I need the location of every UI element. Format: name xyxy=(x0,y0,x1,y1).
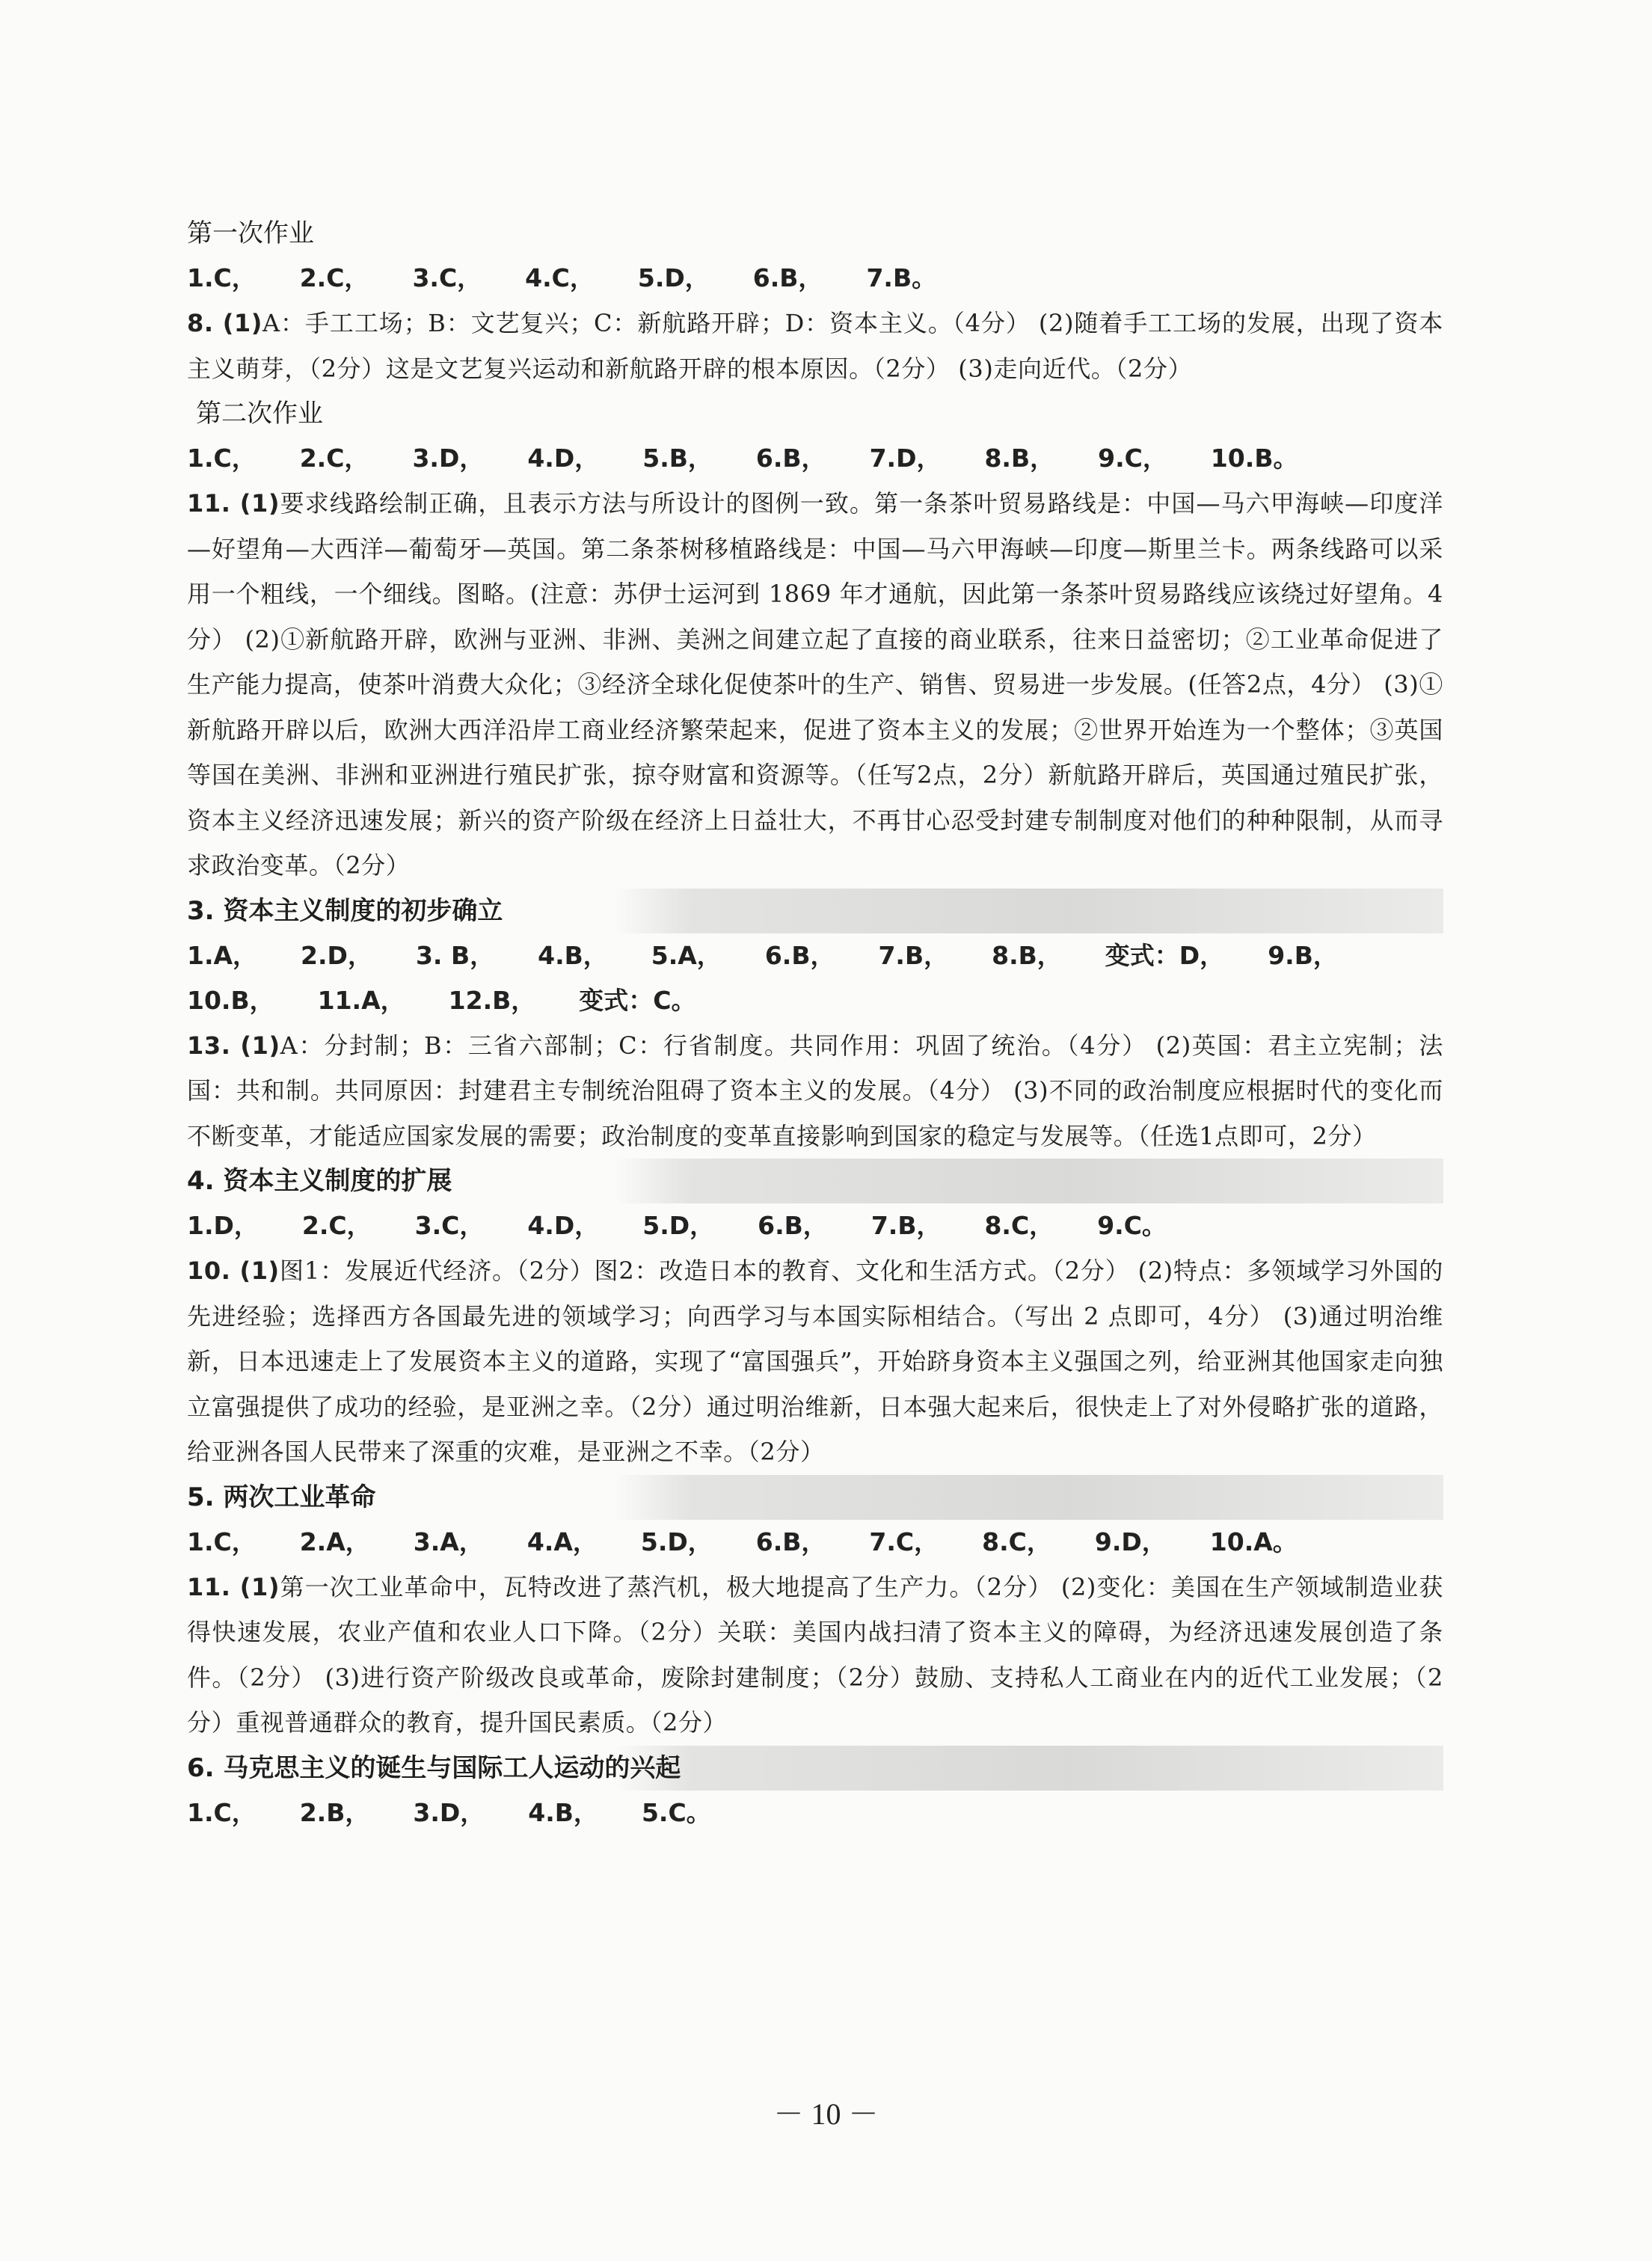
choice-answer xyxy=(412,436,484,481)
answer-letter: A， xyxy=(553,1527,598,1556)
question-number: 7. xyxy=(866,263,893,292)
question-number: 1. xyxy=(187,1211,214,1240)
answer-letter: C。 xyxy=(668,1797,711,1827)
answer-section xyxy=(187,889,1443,1159)
question-number: 1. xyxy=(187,444,214,473)
question-number: 3. xyxy=(412,263,439,292)
choice-answer xyxy=(527,436,599,481)
question-number: 6. xyxy=(752,263,780,292)
question-number: 7. xyxy=(870,1211,898,1240)
question-number: 10. xyxy=(1209,1527,1254,1556)
section-heading: 3. 资本主义制度的初步确立 xyxy=(187,889,1443,933)
answer-letter: B， xyxy=(782,444,826,473)
question-number: 7. xyxy=(878,940,905,970)
question-number: 6. xyxy=(758,1211,784,1240)
choice-answer xyxy=(300,256,369,301)
choice-answer xyxy=(527,1203,599,1248)
choice-answer xyxy=(187,436,257,481)
choice-answer-list xyxy=(187,933,1443,1023)
choice-answer xyxy=(982,1520,1051,1565)
answer-letter: B， xyxy=(564,940,608,970)
question-number: 9. xyxy=(1097,1211,1124,1240)
answer-key-content xyxy=(187,211,1443,1835)
essay-answer xyxy=(187,1248,1443,1475)
answer-letter: D， xyxy=(439,1797,485,1827)
page-number: － 10 － xyxy=(773,2097,879,2131)
question-number: 10. xyxy=(1210,444,1255,473)
choice-answer xyxy=(756,436,826,481)
question-number: 11. (1) xyxy=(187,1572,280,1601)
answer-letter: C， xyxy=(1008,1527,1051,1556)
question-number: 3. xyxy=(413,1527,440,1556)
question-number: 4. xyxy=(538,940,565,970)
answer-letter: B， xyxy=(492,985,536,1015)
choice-answer xyxy=(301,933,372,978)
answer-letter: C， xyxy=(213,263,257,292)
answer-letter: B， xyxy=(554,1797,598,1827)
choice-answer-list xyxy=(187,1203,1443,1248)
essay-answer xyxy=(187,301,1443,391)
choice-answer xyxy=(1210,1520,1298,1565)
question-number: 10. xyxy=(187,985,231,1015)
section-heading: 4. 资本主义制度的扩展 xyxy=(187,1159,1443,1203)
choice-answer xyxy=(302,1203,372,1248)
answer-section xyxy=(187,1475,1443,1746)
question-number: 7. xyxy=(869,444,897,473)
choice-answer xyxy=(878,933,948,978)
answer-letter: B， xyxy=(784,1211,828,1240)
choice-answer xyxy=(415,1203,485,1248)
answer-section xyxy=(187,1746,1443,1835)
answer-letter: D， xyxy=(1179,940,1225,970)
answer-letter: A， xyxy=(326,1527,370,1556)
choice-answer xyxy=(414,1520,484,1565)
answer-section xyxy=(187,211,1443,391)
answer-letter: B， xyxy=(1294,940,1338,970)
answer-letter: A， xyxy=(440,1527,484,1556)
choice-answer xyxy=(525,256,595,301)
question-number: 变式： xyxy=(579,985,654,1015)
question-number: 6. xyxy=(755,444,783,473)
answer-letter: D， xyxy=(896,444,942,473)
answer-letter: D， xyxy=(327,940,372,970)
answer-letter: A， xyxy=(361,985,405,1015)
choice-answer xyxy=(1268,933,1338,978)
choice-answer xyxy=(642,1791,711,1835)
choice-answer xyxy=(641,1520,713,1565)
question-number: 5. xyxy=(640,1527,668,1556)
section-heading: 5. 两次工业革命 xyxy=(187,1475,1443,1520)
question-number: 1. xyxy=(187,1797,214,1827)
question-number: 9. xyxy=(1094,1527,1122,1556)
choice-answer-list xyxy=(187,256,1443,301)
answer-letter: C， xyxy=(326,444,369,473)
choice-answer-list xyxy=(187,1791,1443,1835)
question-number: 1. xyxy=(187,940,214,970)
question-number: 5. xyxy=(642,444,669,473)
section-heading: 第一次作业 xyxy=(187,218,314,248)
question-number: 4. xyxy=(528,1797,555,1827)
answer-letter: B， xyxy=(897,1211,942,1240)
question-number: 5. xyxy=(641,1797,669,1827)
question-number: 9. xyxy=(1098,444,1125,473)
section-heading: 6. 马克思主义的诞生与国际工人运动的兴起 xyxy=(187,1746,1443,1791)
answer-letter: C， xyxy=(551,263,595,292)
choice-answer xyxy=(412,256,482,301)
choice-answer xyxy=(992,933,1062,978)
question-number: 5. xyxy=(651,940,678,970)
choice-answer xyxy=(300,1520,370,1565)
choice-answer xyxy=(449,978,536,1023)
question-number: 9. xyxy=(1268,940,1295,970)
choice-answer xyxy=(528,1791,598,1835)
answer-letter: C， xyxy=(441,1211,485,1240)
choice-answer xyxy=(753,256,823,301)
choice-answer xyxy=(871,1203,942,1248)
choice-answer xyxy=(866,256,936,301)
question-number: 2. xyxy=(299,1797,327,1827)
answer-letter: B。 xyxy=(892,263,937,292)
question-number: 4. xyxy=(526,1527,554,1556)
question-number: 7. xyxy=(869,1527,896,1556)
question-number: 5. xyxy=(637,263,665,292)
answer-text: 要求线路绘制正确，且表示方法与所设计的图例一致。第一条茶叶贸易路线是：中国—马六甲海峡—印度洋—好望角—大西洋—葡萄牙—英国。第二条茶树移植路线是：中国—马六甲海峡—印度—斯里兰卡。两条线路可以采用一个粗线，一个细线。图略。(注意：苏伊士运河到 1869 年才通航，因此第一条茶叶贸易路线应该绕过好望角。4分） (2)①新航路开辟，欧洲与亚洲、非洲、美洲之间建立起了直接的商业联系，往来日益密切；②工业革命促进了生产能力提高，使茶叶消费大众化；③经济全球化促使茶叶的生产、销售、贸易进一步发展。(任答2点，4分） (3)①新航路开辟以后，欧洲大西洋沿岸工商业经济繁荣起来，促进了资本主义的发展；②世界开始连为一个整体；③英国等国在美洲、非洲和亚洲进行殖民扩张，掠夺财富和资源等。（任写2点，2分）新航路开辟后，英国通过殖民扩张，资本主义经济迅速发展；新兴的资产阶级在经济上日益壮大，不再甘心忍受封建专制制度对他们的种种限制，从而寻求政治变革。（2分） xyxy=(187,489,1444,880)
choice-answer xyxy=(1105,933,1224,978)
answer-letter: B， xyxy=(326,1797,370,1827)
question-number: 8. (1) xyxy=(187,309,263,337)
question-number: 2. xyxy=(299,1527,327,1556)
answer-letter: B， xyxy=(669,444,713,473)
answer-text: 图1：发展近代经济。（2分）图2：改造日本的教育、文化和生活方式。（2分） (2)特点：多领域学习外国的先进经验；选择西方各国最先进的领域学习；向西学习与本国实际相结合。（写出 2 点即可，4分） (3)通过明治维新，日本迅速走上了发展资本主义的道路，实现了“富国强兵”，开始跻身资本主义强国之列，给亚洲其他国家走向独立富强提供了成功的经验，是亚洲之幸。（2分）通过明治维新，日本强大起来后，很快走上了对外侵略扩张的道路，给亚洲各国人民带来了深重的灾难，是亚洲之不幸。（2分） xyxy=(187,1257,1444,1466)
question-number: 变式： xyxy=(1105,940,1179,970)
answer-letter: C。 xyxy=(1123,1211,1167,1240)
choice-answer xyxy=(1097,1203,1167,1248)
choice-answer-list xyxy=(187,436,1443,481)
answer-letter: D， xyxy=(438,444,485,473)
question-number: 13. (1) xyxy=(187,1031,280,1060)
answer-letter: D， xyxy=(553,444,600,473)
question-number: 6. xyxy=(764,940,792,970)
question-number: 12. xyxy=(448,985,493,1015)
answer-section xyxy=(187,391,1443,889)
choice-answer xyxy=(758,1203,828,1248)
answer-section xyxy=(187,1159,1443,1475)
section-heading: 第二次作业 xyxy=(196,399,323,429)
answer-letter: D， xyxy=(553,1211,600,1240)
question-number: 1. xyxy=(187,1527,214,1556)
question-number: 5. xyxy=(642,1211,669,1240)
answer-letter: C， xyxy=(328,1211,372,1240)
answer-letter: C， xyxy=(1010,1211,1054,1240)
answer-letter: C， xyxy=(895,1527,939,1556)
question-number: 4. xyxy=(527,1211,554,1240)
essay-answer xyxy=(187,481,1443,889)
answer-letter: D， xyxy=(667,1527,713,1556)
choice-answer xyxy=(638,256,710,301)
answer-letter: A。 xyxy=(1253,1527,1298,1556)
choice-answer xyxy=(318,978,405,1023)
answer-letter: B， xyxy=(1018,940,1062,970)
choice-answer xyxy=(1095,1520,1167,1565)
choice-answer xyxy=(187,1520,257,1565)
question-number: 8. xyxy=(982,1527,1009,1556)
question-number: 8. xyxy=(984,444,1011,473)
choice-answer xyxy=(651,933,722,978)
choice-answer xyxy=(869,1520,939,1565)
answer-letter: D， xyxy=(1121,1527,1167,1556)
question-number: 2. xyxy=(301,1211,329,1240)
question-number: 4. xyxy=(525,263,552,292)
answer-text: A：手工工场；B：文艺复兴；C：新航路开辟；D：资本主义。（4分） (2)随着手工工场的发展，出现了资本主义萌芽，（2分）这是文艺复兴运动和新航路开辟的根本原因。（2分） (3)走向近代。（2分） xyxy=(187,309,1443,383)
choice-answer xyxy=(1098,436,1167,481)
choice-answer xyxy=(642,436,713,481)
choice-answer xyxy=(187,978,274,1023)
choice-answer xyxy=(416,933,494,978)
answer-letter: C， xyxy=(326,263,369,292)
answer-letter: C。 xyxy=(653,985,696,1015)
choice-answer xyxy=(765,933,835,978)
question-number: 3. xyxy=(413,1797,440,1827)
answer-text: A：分封制；B：三省六部制；C：行省制度。共同作用：巩固了统治。（4分） (2)英国：君主立宪制；法国：共和制。共同原因：封建君主专制统治阻碍了资本主义的发展。（4分） (3)不同的政治制度应根据时代的变化而不断变革，才能适应国家发展的需要；政治制度的变革直接影响到国家的稳定与发展等。（任选1点即可，2分） xyxy=(187,1031,1443,1150)
question-number: 8. xyxy=(984,1211,1011,1240)
question-number: 2. xyxy=(299,263,327,292)
question-number: 4. xyxy=(527,444,554,473)
choice-answer xyxy=(187,1791,257,1835)
answer-letter: B， xyxy=(791,940,835,970)
question-number: 11. (1) xyxy=(187,489,280,518)
question-number: 6. xyxy=(755,1527,783,1556)
choice-answer xyxy=(1211,436,1298,481)
choice-answer xyxy=(300,436,369,481)
choice-answer xyxy=(870,436,942,481)
choice-answer xyxy=(187,933,257,978)
question-number: 2. xyxy=(301,940,328,970)
question-number: 11. xyxy=(317,985,362,1015)
choice-answer xyxy=(538,933,608,978)
answer-letter: A， xyxy=(213,940,258,970)
answer-letter: B， xyxy=(904,940,949,970)
answer-letter: C， xyxy=(213,444,257,473)
question-number: 10. (1) xyxy=(187,1257,280,1285)
answer-letter: B， xyxy=(782,1527,826,1556)
choice-answer xyxy=(579,978,696,1023)
question-number: 3. xyxy=(415,940,443,970)
question-number: 3. xyxy=(414,1211,442,1240)
question-number: 3. xyxy=(412,444,439,473)
choice-answer xyxy=(984,1203,1054,1248)
choice-answer xyxy=(187,1203,259,1248)
answer-letter: B， xyxy=(1010,444,1055,473)
answer-letter: D， xyxy=(664,263,710,292)
choice-answer xyxy=(984,436,1054,481)
answer-letter: C， xyxy=(213,1797,257,1827)
choice-answer xyxy=(756,1520,826,1565)
essay-answer xyxy=(187,1023,1443,1159)
choice-answer-list xyxy=(187,1520,1443,1565)
choice-answer xyxy=(413,1791,485,1835)
question-number: 1. xyxy=(187,263,214,292)
question-number: 8. xyxy=(992,940,1019,970)
answer-letter: B。 xyxy=(1254,444,1298,473)
answer-letter: D， xyxy=(669,1211,715,1240)
answer-letter: B， xyxy=(442,940,495,970)
choice-answer xyxy=(527,1520,598,1565)
question-number: 2. xyxy=(299,444,327,473)
answer-letter: B， xyxy=(230,985,274,1015)
essay-answer xyxy=(187,1565,1443,1746)
answer-letter: B， xyxy=(779,263,823,292)
answer-text: 第一次工业革命中，瓦特改进了蒸汽机，极大地提高了生产力。（2分） (2)变化：美国在生产领域制造业获得快速发展，农业产值和农业人口下降。（2分）关联：美国内战扫清了资本主义的障碍，为经济迅速发展创造了条件。（2分） (3)进行资产阶级改良或革命，废除封建制度；（2分）鼓励、支持私人工商业在内的近代工业发展；（2分）重视普通群众的教育，提升国民素质。（2分） xyxy=(187,1572,1443,1737)
answer-letter: C， xyxy=(438,263,482,292)
choice-answer xyxy=(642,1203,714,1248)
answer-letter: C， xyxy=(1124,444,1167,473)
answer-letter: A， xyxy=(678,940,722,970)
choice-answer xyxy=(300,1791,370,1835)
answer-letter: C， xyxy=(213,1527,257,1556)
answer-letter: D， xyxy=(213,1211,259,1240)
choice-answer xyxy=(187,256,257,301)
